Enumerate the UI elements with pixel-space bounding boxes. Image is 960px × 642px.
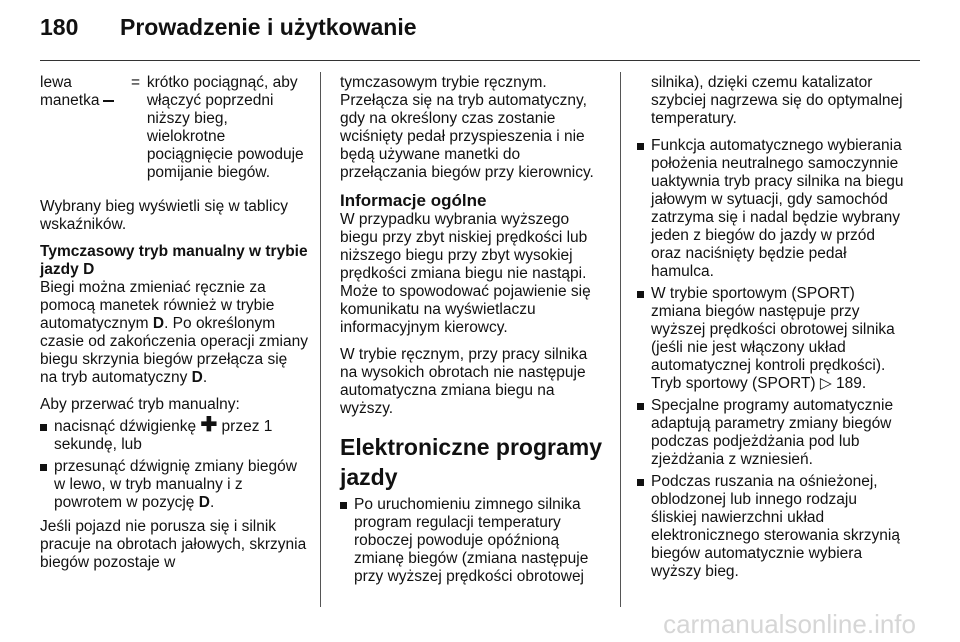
paragraph: Wybrany bieg wyświetli się w tablicy wskaźników. <box>40 198 288 233</box>
bullet-list <box>637 137 905 581</box>
list-item: Po uruchomieniu zimnego silnika program regulacji temperatury roboczej powoduje opóźnioną zmianę biegów (zmiana następuje przy wyższej prędkości obrotowej <box>340 496 608 586</box>
column-3 <box>637 74 905 587</box>
column-divider <box>320 72 321 607</box>
list-item: przesunąć dźwignię zmiany biegów w lewo, w tryb manualny i z powrotem w pozycję D. <box>40 458 308 512</box>
column-1 <box>40 74 308 581</box>
bullet-list <box>340 496 608 586</box>
page-title: Prowadzenie i użytkowanie <box>120 14 417 40</box>
page-reference-icon: ▷ <box>819 375 837 392</box>
bullet-list <box>40 414 308 512</box>
page-number: 180 <box>40 14 79 40</box>
paragraph: Aby przerwać tryb manualny: <box>40 396 240 413</box>
definition-body: krótko pociągnąć, aby włączyć poprzedni niższy bieg, wielokrotne pociągnięcie powoduje pomijanie biegów. <box>146 74 304 181</box>
subheading: Tymczasowy tryb manualny w trybie jazdy D <box>40 243 308 278</box>
plus-icon: ✚ <box>200 414 218 436</box>
column-divider <box>620 72 621 607</box>
definition-equals: = <box>130 74 141 91</box>
paragraph: W przypadku wybrania wyższego biegu przy zbyt niskiej prędkości lub niższego biegu przy zbyt wysokiej prędkości zmiana biegu nie nastąpi. Może to spowodować pojawienie się komunikatu na wyświetlaczu informacyjnym kierowcy. <box>340 211 591 336</box>
list-item: Funkcja automatycznego wybierania położenia neutralnego samoczynnie uaktywnia tryb pracy silnika na biegu jałowym w sytuacji, gdy samochód zatrzyma się i nadal będzie wybrany jeden z biegów do jazdy w przód oraz naciśnięty będzie pedał hamulca. <box>637 137 905 281</box>
page-header <box>40 14 417 54</box>
list-item: nacisnąć dźwigienkę ✚ przez 1 sekundę, lub <box>40 418 308 454</box>
paragraph: Biegi można zmieniać ręcznie za pomocą manetek również w trybie automatycznym D. Po określonym czasie od zakończenia operacji zmiany biegu skrzynia biegów przełącza się na tryb automatyczny D. <box>40 279 308 386</box>
paragraph: tymczasowym trybie ręcznym. Przełącza się na tryb automatyczny, gdy na określony czas zostanie wciśnięty pedał przyspieszenia i nie będą używane manetki do przełączania biegów przy kierownicy. <box>340 74 594 181</box>
paragraph: Jeśli pojazd nie porusza się i silnik pracuje na obrotach jałowych, skrzynia biegów pozostaje w <box>40 518 307 571</box>
paragraph: W trybie ręcznym, przy pracy silnika na wysokich obrotach nie następuje automatyczna zmiana biegu na wyższy. <box>340 346 588 417</box>
column-2 <box>340 74 608 592</box>
chapter-heading: Elektroniczne programy jazdy <box>340 434 603 490</box>
header-rule <box>40 60 920 61</box>
definition-row <box>40 74 308 182</box>
section-heading: Informacje ogólne <box>340 191 487 210</box>
page-reference[interactable]: 189 <box>836 375 862 392</box>
minus-icon <box>103 100 114 102</box>
list-item: Podczas ruszania na ośnieżonej, oblodzonej lub innego rodzaju śliskiej nawierzchni układ elektronicznego sterowania skrzynią biegów automatycznie wybiera wyższy bieg. <box>637 473 905 581</box>
list-item: W trybie sportowym (SPORT) zmiana biegów następuje przy wyższej prędkości obrotowej silnika (jeśli nie jest włączony układ automatycznej kontroli prędkości). Tryb sportowy (SPORT) ▷ 189. <box>637 285 905 393</box>
paragraph: silnika), dzięki czemu katalizator szybciej nagrzewa się do optymalnej temperatury. <box>651 74 903 127</box>
list-item: Specjalne programy automatycznie adaptują parametry zmiany biegów podczas podjeżdżania pod lub zjeżdżania z wzniesień. <box>637 397 905 469</box>
definition-term: lewa manetka <box>40 74 131 182</box>
watermark: carmanualsonline.info <box>663 609 916 639</box>
